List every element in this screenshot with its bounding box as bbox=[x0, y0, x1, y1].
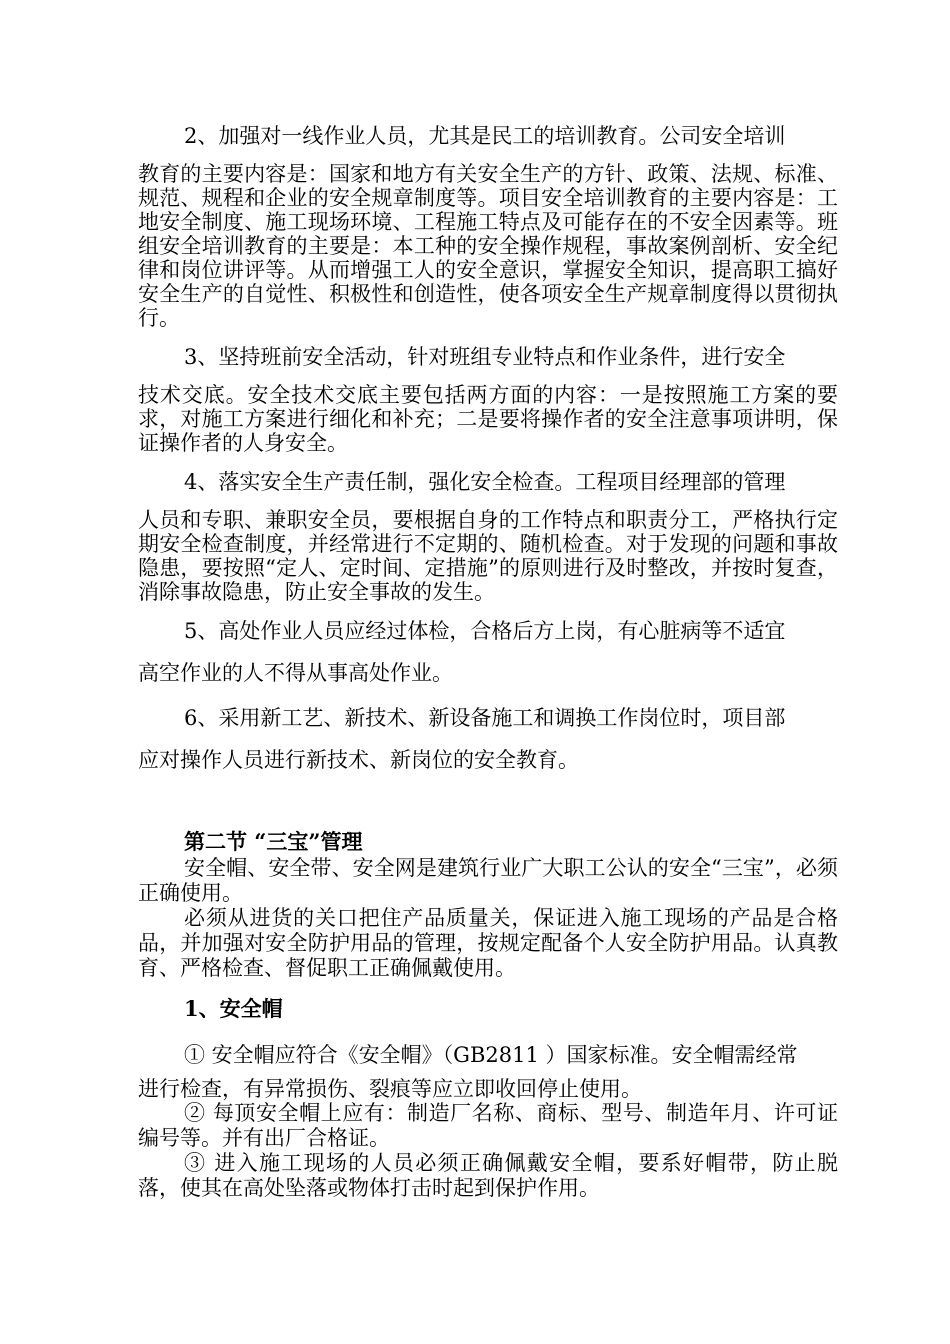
section-title: 第二节 “三宝”管理 bbox=[184, 829, 363, 854]
helmet-item-2: ② 每顶安全帽上应有：制造厂名称、商标、型号、制造年月、许可证编号等。并有出厂合格证。 bbox=[138, 1101, 838, 1150]
paragraph-4-body: 人员和专职、兼职安全员，要根据自身的工作特点和职责分工，严格执行定期安全检查制度，并经常进行不定期的、随机检查。对于发现的问题和事故隐患，要按照“定人、定时间、定措施”的原则进行及时整改，并按时复查，消除事故隐患，防止安全事故的发生。 bbox=[138, 508, 838, 604]
helmet-item-1-first-line: ① 安全帽应符合《安全帽》（GB2811 ）国家标准。安全帽需经常 bbox=[184, 1043, 798, 1067]
paragraph-2-body: 教育的主要内容是：国家和地方有关安全生产的方针、政策、法规、标准、规范、规程和企业的安全规章制度等。项目安全培训教育的主要内容是：工地安全制度、施工现场环境、工程施工特点及可能存在的不安全因素等。班组安全培训教育的主要是：本工种的安全操作规程，事故案例剖析、安全纪律和岗位讲评等。从而增强工人的安全意识，掌握安全知识，提高职工搞好安全生产的自觉性、积极性和创造性，使各项安全生产规章制度得以贯彻执行。 bbox=[138, 162, 838, 330]
paragraph-2-first-line: 2、加强对一线作业人员，尤其是民工的培训教育。公司安全培训 bbox=[184, 124, 786, 148]
document-page bbox=[138, 118, 838, 1201]
paragraph-4-first-line: 4、落实安全生产责任制，强化安全检查。工程项目经理部的管理 bbox=[184, 470, 786, 494]
section-intro-1: 安全帽、安全带、安全网是建筑行业广大职工公认的安全“三宝”，必须正确使用。 bbox=[138, 856, 838, 905]
helmet-item-1-body: 进行检查，有异常损伤、裂痕等应立即收回停止使用。 bbox=[138, 1077, 642, 1101]
section-intro-2: 必须从进货的关口把住产品质量关，保证进入施工现场的产品是合格品，并加强对安全防护用品的管理，按规定配备个人安全防护用品。认真教育、严格检查、督促职工正确佩戴使用。 bbox=[138, 906, 838, 980]
paragraph-6-body: 应对操作人员进行新技术、新岗位的安全教育。 bbox=[138, 748, 579, 772]
paragraph-5-body: 高空作业的人不得从事高处作业。 bbox=[138, 661, 453, 685]
paragraph-5-first-line: 5、高处作业人员应经过体检，合格后方上岗，有心脏病等不适宜 bbox=[184, 619, 786, 643]
paragraph-3-first-line: 3、坚持班前安全活动，针对班组专业特点和作业条件，进行安全 bbox=[184, 345, 786, 369]
paragraph-3-body: 技术交底。安全技术交底主要包括两方面的内容：一是按照施工方案的要求，对施工方案进行细化和补充；二是要将操作者的安全注意事项讲明，保证操作者的人身安全。 bbox=[138, 383, 838, 455]
helmet-item-3: ③ 进入施工现场的人员必须正确佩戴安全帽，要系好帽带，防止脱落，使其在高处坠落或物体打击时起到保护作用。 bbox=[138, 1151, 838, 1200]
helmet-heading: 1、安全帽 bbox=[184, 996, 283, 1021]
section-spacer bbox=[138, 778, 838, 828]
paragraph-6-first-line: 6、采用新工艺、新技术、新设备施工和调换工作岗位时，项目部 bbox=[184, 706, 786, 730]
